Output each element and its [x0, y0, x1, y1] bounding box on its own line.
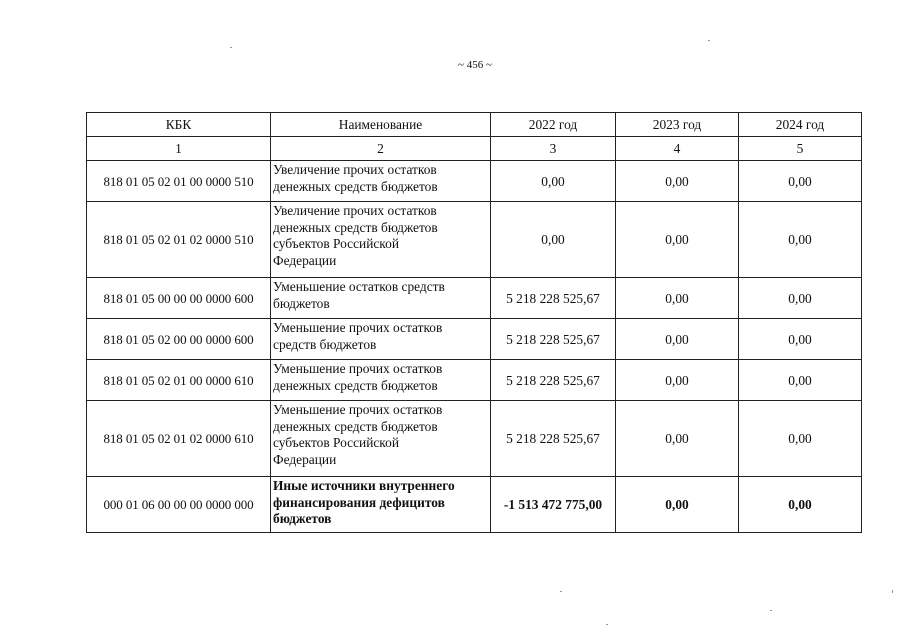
value-2023: 0,00 — [616, 477, 739, 533]
kbk-cell: 818 01 05 02 01 00 0000 510 — [87, 161, 271, 202]
name-line: Федерации — [273, 451, 337, 467]
name-cell — [271, 278, 491, 319]
name-line: Увеличение прочих остатков — [273, 162, 437, 177]
value-2022: 0,00 — [491, 161, 616, 202]
page-number: ~ 456 ~ — [458, 59, 492, 71]
column-number-4: 4 — [616, 137, 739, 161]
name-line: бюджетов — [273, 511, 332, 526]
name-line: Иные источники внутреннего — [273, 478, 455, 493]
table-row-total — [87, 477, 862, 533]
scan-speck — [892, 590, 893, 593]
value-2024: 0,00 — [739, 401, 862, 477]
header-2022: 2022 год — [491, 113, 616, 137]
name-line: бюджетов — [273, 295, 330, 311]
value-2023: 0,00 — [616, 319, 739, 360]
value-2023: 0,00 — [616, 278, 739, 319]
name-line: субъектов Российской — [273, 435, 399, 450]
scan-speck — [560, 591, 562, 592]
name-line: Увеличение прочих остатков — [273, 203, 437, 218]
value-2022: 5 218 228 525,67 — [491, 319, 616, 360]
name-cell — [271, 161, 491, 202]
name-cell — [271, 477, 491, 533]
name-line: Уменьшение прочих остатков — [273, 402, 443, 417]
value-2023: 0,00 — [616, 360, 739, 401]
column-number-2: 2 — [271, 137, 491, 161]
table-row — [87, 202, 862, 278]
header-2024: 2024 год — [739, 113, 862, 137]
value-2022: 5 218 228 525,67 — [491, 401, 616, 477]
name-line: субъектов Российской — [273, 236, 399, 251]
name-cell — [271, 360, 491, 401]
column-number-1: 1 — [87, 137, 271, 161]
kbk-cell: 818 01 05 02 01 00 0000 610 — [87, 360, 271, 401]
kbk-cell: 818 01 05 02 00 00 0000 600 — [87, 319, 271, 360]
value-2023: 0,00 — [616, 161, 739, 202]
column-number-3: 3 — [491, 137, 616, 161]
value-2024: 0,00 — [739, 278, 862, 319]
column-number-5: 5 — [739, 137, 862, 161]
kbk-cell: 818 01 05 02 01 02 0000 510 — [87, 202, 271, 278]
value-2024: 0,00 — [739, 202, 862, 278]
value-2024: 0,00 — [739, 161, 862, 202]
name-line: денежных средств бюджетов — [273, 219, 438, 235]
column-number-row — [87, 137, 862, 161]
value-2022: -1 513 472 775,00 — [491, 477, 616, 533]
header-row — [87, 113, 862, 137]
name-line: финансирования дефицитов — [273, 494, 445, 510]
name-line: денежных средств бюджетов — [273, 377, 438, 393]
table-row — [87, 401, 862, 477]
name-line: Уменьшение остатков средств — [273, 279, 445, 294]
header-2023: 2023 год — [616, 113, 739, 137]
value-2022: 5 218 228 525,67 — [491, 278, 616, 319]
value-2024: 0,00 — [739, 360, 862, 401]
scan-speck — [770, 610, 772, 611]
name-line: Уменьшение прочих остатков — [273, 320, 443, 335]
scan-speck — [708, 40, 710, 41]
name-cell — [271, 401, 491, 477]
value-2024: 0,00 — [739, 477, 862, 533]
budget-sources-table — [86, 112, 862, 533]
table-row — [87, 360, 862, 401]
scan-speck — [606, 624, 608, 625]
name-line: денежных средств бюджетов — [273, 418, 438, 434]
value-2023: 0,00 — [616, 202, 739, 278]
kbk-cell: 818 01 05 00 00 00 0000 600 — [87, 278, 271, 319]
name-line: Уменьшение прочих остатков — [273, 361, 443, 376]
table-row — [87, 319, 862, 360]
name-cell — [271, 202, 491, 278]
name-line: Федерации — [273, 252, 337, 268]
value-2022: 0,00 — [491, 202, 616, 278]
name-cell — [271, 319, 491, 360]
table-row — [87, 161, 862, 202]
name-line: средств бюджетов — [273, 336, 377, 352]
value-2022: 5 218 228 525,67 — [491, 360, 616, 401]
kbk-cell: 000 01 06 00 00 00 0000 000 — [87, 477, 271, 533]
value-2023: 0,00 — [616, 401, 739, 477]
value-2024: 0,00 — [739, 319, 862, 360]
table-row — [87, 278, 862, 319]
header-kbk: КБК — [87, 113, 271, 137]
name-line: денежных средств бюджетов — [273, 178, 438, 194]
scan-speck — [230, 47, 232, 48]
kbk-cell: 818 01 05 02 01 02 0000 610 — [87, 401, 271, 477]
header-name: Наименование — [271, 113, 491, 137]
